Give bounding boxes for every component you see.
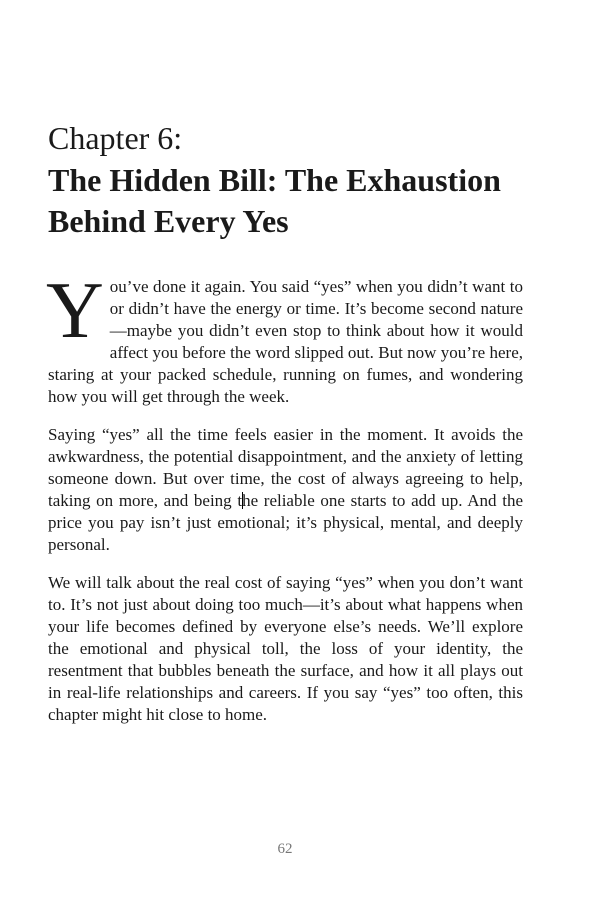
page-number: 62 [277, 841, 293, 857]
paragraph-2[interactable] [48, 424, 523, 556]
chapter-label: Chapter 6: [48, 120, 183, 156]
paragraph-2-text-a: Saying “yes” all the time feels easier in the moment. It avoids the awkwardness, the potential disappointment, and the anxiety of letting someone down. But over time, the cost of always agreeing to help, taking on more, and being t [48, 425, 523, 510]
chapter-title [48, 160, 523, 242]
chapter-title-line2: Behind Every Yes [48, 203, 289, 239]
paragraph-1-text: ou’ve done it again. You said “yes” when you didn’t want to or didn’t have the energy or time. It’s become second nature—maybe you didn’t even stop to think about how it would affect you before the word slipped out. But now you’re here, staring at your packed schedule, running on fumes, and wondering how you will get through the week. [48, 277, 523, 406]
chapter-title-line1: The Hidden Bill: The Exhaustion [48, 162, 501, 198]
document-page [48, 118, 523, 742]
chapter-body [46, 267, 523, 726]
paragraph-3-text: We will talk about the real cost of saying “yes” when you don’t want to. It’s not just about doing too much—it’s about what happens when your life becomes defined by everyone else’s needs. We’ll explore the emotional and physical toll, the loss of your identity, the resentment that bubbles beneath the surface, and how it all plays out in real-life relationships and careers. If you say “yes” too often, this chapter might hit close to home. [48, 573, 523, 724]
paragraph-3[interactable] [48, 572, 523, 726]
paragraph-2-text-b: he reliable one starts to add up. And the price you pay isn’t just emotional; it’s physical, mental, and deeply personal. [48, 491, 523, 554]
drop-cap: Y [46, 267, 104, 355]
paragraph-1[interactable] [46, 267, 523, 408]
